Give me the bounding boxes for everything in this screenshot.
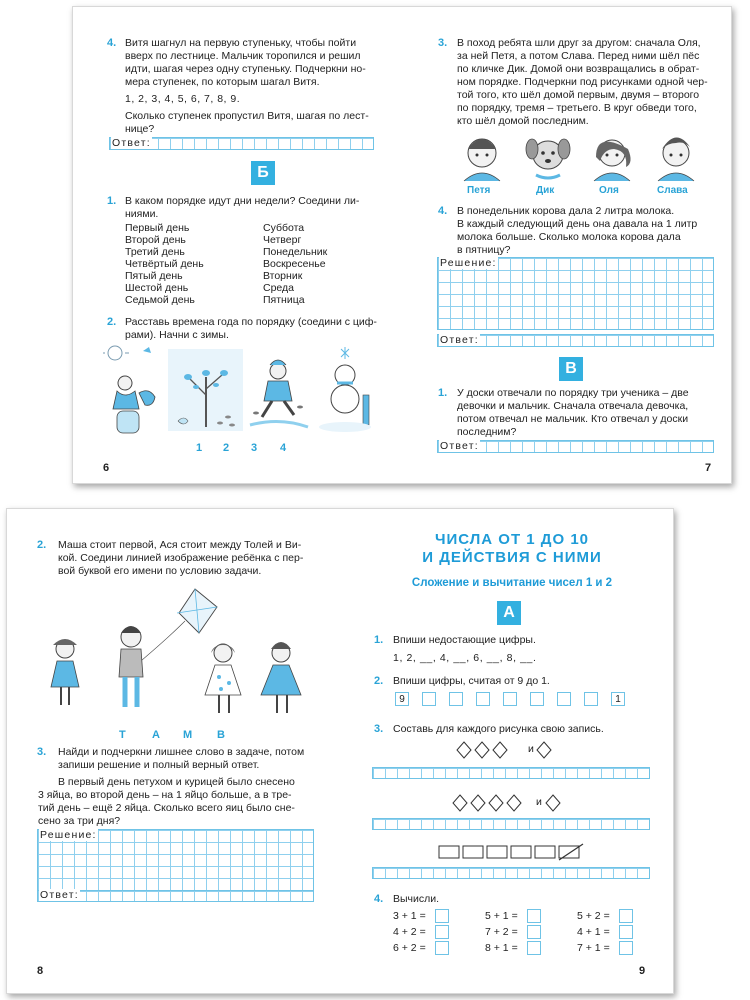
countdown-box[interactable] [449,692,463,706]
name-olya[interactable]: Оля [599,185,619,196]
task-2-number: 2. [37,539,47,551]
countdown-box-first[interactable]: 9 [395,692,409,706]
record-strip[interactable] [372,818,650,830]
olya-portrait [586,127,638,183]
rectangles-figure [437,842,589,862]
task-3-line: за ней Петя, а потом Слава. Перед ними шёл пёс [457,50,700,62]
task-4-question: Сколько ступенек пропустил Витя, шагая по лест- [125,110,369,122]
expression: 8 + 1 = [485,942,518,954]
task-4-line: Витя шагнул на первую ступеньку, чтобы пойти [125,37,357,49]
result-box[interactable] [619,941,633,955]
season-digit[interactable]: 4 [280,442,287,454]
task-2-text: Впиши цифры, считая от 9 до 1. [393,675,550,687]
task-1-text: Впиши недостающие цифры. [393,634,536,646]
letter-m[interactable]: М [183,729,193,741]
subtitle: Сложение и вычитание чисел 1 и 2 [411,577,613,589]
countdown-box-last[interactable]: 1 [611,692,625,706]
task-3-line: В поход ребята шли друг за другом: сначала Оля, [457,37,701,49]
task-1-line: ниями. [125,208,159,220]
season-digit[interactable]: 1 [196,442,203,454]
result-box[interactable] [435,909,449,923]
task-3-line: ном порядке. Подчеркни под рисунками одной чер- [457,76,708,88]
weekday-label[interactable]: Среда [263,282,294,294]
name-petya[interactable]: Петя [467,185,491,196]
day-label[interactable]: Шестой день [125,282,189,294]
countdown-box[interactable] [503,692,517,706]
diamonds-figure-1 [455,740,565,760]
result-box[interactable] [435,925,449,939]
and-label: и [528,743,534,755]
task-4-number: 4. [374,893,384,905]
answer-label: Ответ: [440,334,479,346]
task-4-line: В понедельник корова дала 2 литра молока. [457,205,675,217]
petya-portrait [456,127,508,183]
task-4-line: молока больше. Сколько молока корова дала [457,231,681,243]
task-3-line: запиши решение и полный верный ответ. [58,759,260,771]
season-digit[interactable]: 3 [251,442,258,454]
expression: 4 + 2 = [393,926,426,938]
name-dik[interactable]: Дик [536,185,555,196]
children-with-kite-illustration [35,587,317,727]
task-4-line: идти, шагая через одну ступеньку. Подчеркни но- [125,63,366,75]
expression: 5 + 1 = [485,910,518,922]
answer-label: Ответ: [112,137,151,149]
task-3-line: по порядку, тремя – третьего. В круг обведи того, [457,102,697,114]
day-label[interactable]: Первый день [125,222,190,234]
weekday-label[interactable]: Воскресенье [263,258,326,270]
day-label[interactable]: Пятый день [125,270,183,282]
diamonds-figure-2 [451,793,581,813]
letter-t[interactable]: Т [119,729,126,741]
letter-a[interactable]: А [152,729,160,741]
task-3-number: 3. [37,746,47,758]
task-3-text: Составь для каждого рисунка свою запись. [393,723,604,735]
result-box[interactable] [527,941,541,955]
countdown-box[interactable] [476,692,490,706]
record-strip[interactable] [372,867,650,879]
missing-digits-sequence[interactable]: 1, 2, __, 4, __, 6, __, 8, __. [393,652,537,664]
dik-dog-portrait [520,127,576,183]
weekday-label[interactable]: Понедельник [263,246,328,258]
result-box[interactable] [527,925,541,939]
task-1-line: девочки и мальчик. Сначала отвечала девочка, [457,400,689,412]
day-label[interactable]: Второй день [125,234,186,246]
weekday-label[interactable]: Вторник [263,270,303,282]
weekday-label[interactable]: Суббота [263,222,305,234]
story-line: сено за три дня? [38,815,121,827]
page-number-8: 8 [37,965,44,977]
slava-portrait [650,127,702,183]
page-number-9: 9 [639,965,646,977]
countdown-box[interactable] [530,692,544,706]
task-4-line: вверх по лестнице. Мальчик торопился и решил [125,50,361,62]
answer-label: Ответ: [440,440,479,452]
page-number-6: 6 [103,462,110,474]
task-2-line: кой. Соедини линией изображение ребёнка с пер- [58,552,304,564]
day-label[interactable]: Седьмой день [125,294,195,306]
answer-label: Ответ: [40,889,79,901]
boy-running-illustration [248,347,310,435]
result-box[interactable] [619,909,633,923]
and-label: и [536,796,542,808]
result-box[interactable] [435,941,449,955]
countdown-box[interactable] [584,692,598,706]
season-digit[interactable]: 2 [223,442,230,454]
solution-label: Решение: [440,257,497,269]
top-spread-pages-6-7 [72,6,732,484]
task-3-number: 3. [438,37,448,49]
section-a-badge: А [497,601,521,625]
task-2-line: Маша стоит первой, Ася стоит между Толей и Ви- [58,539,302,551]
expression: 7 + 1 = [577,942,610,954]
task-1-number: 1. [438,387,448,399]
expression: 4 + 1 = [577,926,610,938]
day-label[interactable]: Третий день [125,246,185,258]
task-4-line: в пятницу? [457,244,511,256]
task-1-line: У доски отвечали по порядку три ученика – две [457,387,689,399]
task-3-number: 3. [374,723,384,735]
story-line: тий день – ещё 2 яйца. Сколько всего яиц было сне- [38,802,295,814]
expression: 7 + 2 = [485,926,518,938]
section-v-badge: В [559,357,583,381]
expression: 5 + 2 = [577,910,610,922]
task-1-number: 1. [107,195,117,207]
letter-v[interactable]: В [217,729,225,741]
step-sequence[interactable]: 1, 2, 3, 4, 5, 6, 7, 8, 9. [125,93,241,105]
solution-label: Решение: [40,829,97,841]
task-4-text: Вычисли. [393,893,440,905]
story-line: В первый день петухом и курицей было снесено [58,776,295,788]
countdown-box[interactable] [557,692,571,706]
snowman-illustration [319,347,379,435]
expression: 3 + 1 = [393,910,426,922]
autumn-tree-illustration [168,347,243,435]
task-1-line: последним? [457,426,517,438]
task-1-line: В каком порядке идут дни недели? Соедини ли- [125,195,360,207]
task-2-line: вой буквой его имени по условию задачи. [58,565,262,577]
task-3-line: по кличке Дик. Домой они возвращались в обрат- [457,63,700,75]
chapter-title-line-2: И ДЕЙСТВИЯ С НИМИ [422,549,602,566]
result-box[interactable] [619,925,633,939]
task-2-line: Расставь времена года по порядку (соедини с циф- [125,316,377,328]
task-4-question: нице? [125,123,155,135]
page-number-7: 7 [705,462,712,474]
task-2-number: 2. [107,316,117,328]
task-2-line: рами). Начни с зимы. [125,329,229,341]
day-label[interactable]: Четвёртый день [125,258,204,270]
expression: 6 + 2 = [393,942,426,954]
task-4-number: 4. [438,205,448,217]
task-3-line: кто шёл домой последним. [457,115,589,127]
task-3-line: той того, кто шёл домой первым, двумя – второго [457,89,700,101]
weekday-label[interactable]: Пятница [263,294,305,306]
countdown-box[interactable] [422,692,436,706]
chapter-title-line-1: ЧИСЛА ОТ 1 ДО 10 [434,531,590,548]
result-box[interactable] [527,909,541,923]
bottom-spread-pages-8-9 [6,508,674,994]
name-slava[interactable]: Слава [657,185,688,196]
task-4-line: В каждый следующий день она давала на 1 литр [457,218,698,230]
task-2-number: 2. [374,675,384,687]
story-line: 3 яйца, во второй день – на 1 яйцо больше, а в тре- [38,789,292,801]
record-strip[interactable] [372,767,650,779]
task-4-number: 4. [107,37,117,49]
section-b-badge: Б [251,161,275,185]
task-3-line: Найди и подчеркни лишнее слово в задаче, потом [58,746,305,758]
weekday-label[interactable]: Четверг [263,234,302,246]
task-1-number: 1. [374,634,384,646]
task-1-line: потом отвечал не мальчик. Кто отвечал у доски [457,413,689,425]
spring-girl-illustration [103,343,163,439]
task-4-line: мера ступенек, по которым шагал Витя. [125,76,320,88]
